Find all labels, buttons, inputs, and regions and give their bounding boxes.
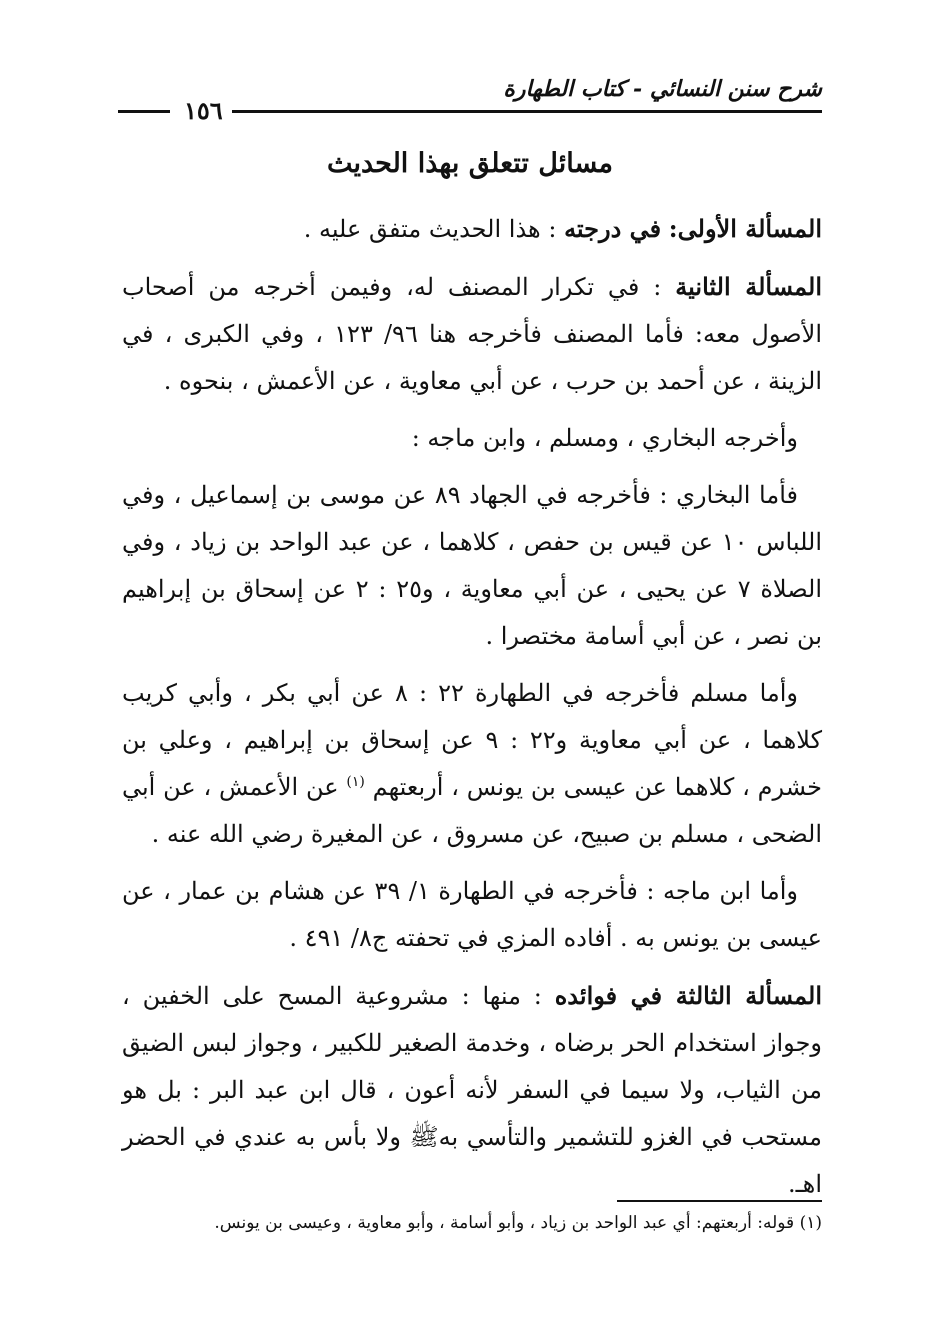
paragraph-first-issue — [122, 205, 822, 253]
section-title: مسائل تتعلق بهذا الحديث — [326, 148, 614, 179]
third-issue-text: : منها : مشروعية المسح على الخفين ، وجواز استخدام الحر برضاه ، وخدمة الصغير للكبير ، وجواز لبس الضيق من الثياب، ولا سيما في السفر لأنه أعون ، قال ابن عبد البر : بل هو مستحب في الغزو للتشمير والتأسي بهﷺ ولا بأس به عندي في الحضر اهـ. — [122, 982, 822, 1198]
paragraph-ibn-majah — [122, 868, 822, 962]
muslim-text-b: عن الأعمش ، عن أبي الضحى ، مسلم بن صبيح، عن مسروق ، عن المغيرة رضي الله عنه . — [122, 773, 822, 848]
first-issue-label: المسألة الأولى: — [668, 214, 822, 243]
first-issue-text: : هذا الحديث متفق عليه . — [303, 215, 557, 243]
header-rule — [232, 110, 822, 113]
footnote: (١) قوله: أربعتهم: أي عبد الواحد بن زياد ، وأبو أسامة ، وأبو معاوية ، وعيسى بن يونس. — [214, 1213, 822, 1233]
muslim-text-a: وأما مسلم فأخرجه في الطهارة ٢٢ : ٨ عن أبي بكر ، وأبي كريب كلاهما ، عن أبي معاوية و٢٢ : ٩ عن إسحاق بن إبراهيم ، وعلي بن خشرم ، كلاهما عن عيسى بن يونس ، أربعتهم — [122, 679, 823, 801]
third-issue-label: المسألة الثالثة في فوائده — [554, 981, 822, 1010]
paragraph-second-issue — [122, 263, 822, 405]
paragraph-third-issue — [122, 972, 822, 1208]
second-issue-label: المسألة الثانية — [675, 272, 822, 301]
running-title: شرح سنن النسائي - كتاب الطهارة — [503, 76, 822, 102]
page-number-dash — [118, 110, 170, 113]
second-issue-text: : في تكرار المصنف له، وفيمن أخرجه من أصحاب الأصول معه: فأما المصنف فأخرجه هنا ٩٦/ ١٢٣ ، وفي الكبرى ، في الزينة ، عن أحمد بن حرب ، عن أبي معاوية ، عن الأعمش ، بنحوه . — [122, 273, 823, 395]
paragraph-bukhari — [122, 472, 822, 660]
main-text — [122, 205, 822, 1218]
footnote-rule — [617, 1200, 822, 1202]
page-number: ١٥٦ — [176, 96, 231, 125]
paragraph-collectors — [122, 415, 822, 462]
footnote-marker[interactable]: (١) — [346, 774, 365, 790]
bukhari-text: فأما البخاري : فأخرجه في الجهاد ٨٩ عن موسى بن إسماعيل ، وفي اللباس ١٠ عن قيس بن حفص ، كلاهما ، عن عبد الواحد بن زياد ، وفي الصلاة ٧ عن يحيى ، عن أبي معاوية ، و٢٥ : ٢ عن إسحاق بن إبراهيم بن نصر ، عن أبي أسامة مختصرا . — [122, 481, 823, 650]
collectors-text: وأخرجه البخاري ، ومسلم ، وابن ماجه : — [411, 424, 798, 452]
paragraph-muslim — [122, 670, 822, 858]
ibn-majah-text: وأما ابن ماجه : فأخرجه في الطهارة ١/ ٣٩ عن هشام بن عمار ، عن عيسى بن يونس به . أفاده المزي في تحفته ج٨/ ٤٩١ . — [122, 877, 822, 952]
running-header — [118, 76, 822, 125]
first-issue-subtitle: في درجته — [564, 214, 662, 243]
